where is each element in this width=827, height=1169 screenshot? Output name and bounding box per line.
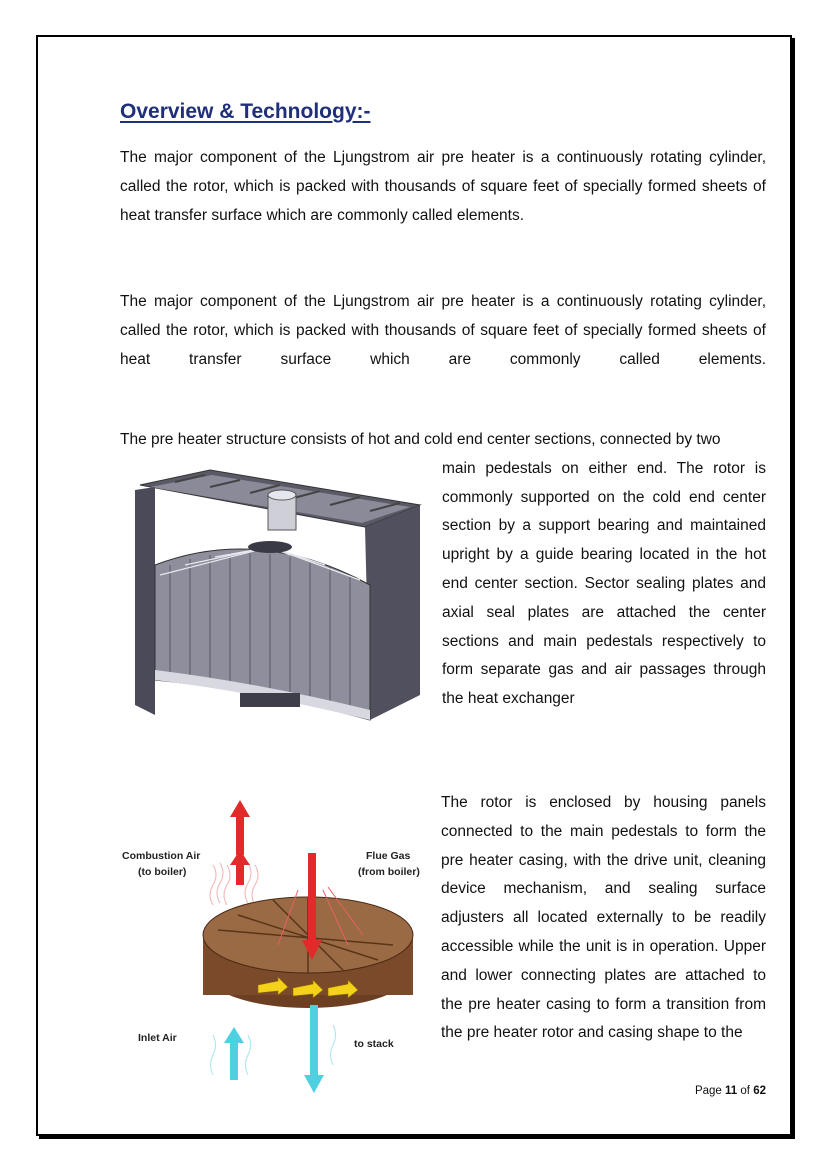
paragraph-structure-wrapped: main pedestals on either end. The rotor is commonly supported on the cold end center section by a support bearing and maintained upright by a guide bearing located in the hot end center section. Sector sealing plates and axial seal plates are attached the center sections and main pedestals respectively to form separate gas and air passages through the heat exchanger (442, 459, 766, 708)
label-from-boiler: (from boiler) (358, 866, 420, 878)
label-inlet-air: Inlet Air (138, 1032, 177, 1044)
paragraph-housing: The rotor is enclosed by housing panels connected to the main pedestals to form the pre heater casing, with the drive unit, cleaning device mechanism, and sealing surface adjusters all located externally to be readily accessible while the unit is in operation. Upper and lower connecting plates are attached to the pre heater casing to form a transition from the pre heater rotor and casing shape to the (441, 794, 766, 1042)
page-number-footer (695, 1085, 766, 1097)
label-to-stack: to stack (354, 1038, 394, 1050)
section-heading: Overview & Technology:- (120, 100, 371, 123)
paragraph-structure-first-line: The pre heater structure consists of hot and cold end center sections, connected by two (120, 431, 721, 448)
page-of-label: of (740, 1085, 750, 1097)
label-flue-gas: Flue Gas (366, 850, 411, 862)
paragraph-rotor-intro: The major component of the Ljungstrom air pre heater is a continuously rotating cylinder, called the rotor, which is packed with thousands of square feet of specially formed sheets of heat transfer surface which are commonly called elements. (120, 149, 766, 224)
page-total: 62 (753, 1085, 766, 1097)
airflow-diagram-figure (108, 795, 438, 1095)
page-label: Page (694, 1085, 722, 1097)
preheater-structure-figure (130, 465, 440, 740)
label-combustion-air: Combustion Air (122, 850, 201, 862)
page-current: 11 (725, 1085, 738, 1097)
label-to-boiler: (to boiler) (138, 866, 187, 878)
paragraph-rotor-repeat: The major component of the Ljungstrom air pre heater is a continuously rotating cylinder, called the rotor, which is packed with thousands of square feet of specially formed sheets of heat transfer surface which are commonly called elements. (120, 293, 766, 368)
